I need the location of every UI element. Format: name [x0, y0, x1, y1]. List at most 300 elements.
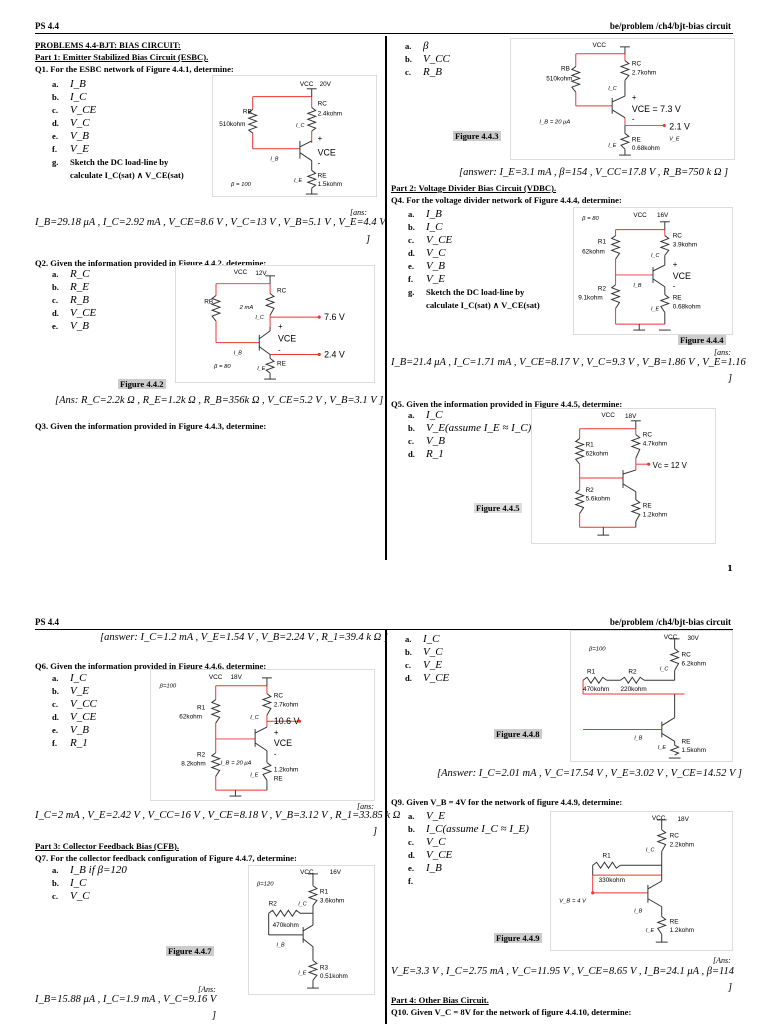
list-letter: d. [408, 850, 415, 860]
list-row [52, 268, 96, 281]
list-row [408, 247, 540, 260]
page-number: 1 [727, 564, 733, 574]
list-letter: b. [408, 423, 415, 433]
circuit-label: RC [273, 692, 284, 700]
figure-4-4-2 [175, 265, 375, 383]
circuit-label: VCE = 7.3 V [631, 103, 681, 114]
circuit-label: 18V [230, 673, 242, 681]
circuit-label: - [277, 345, 281, 355]
circuit-label: 1.2kohm [273, 766, 299, 774]
header-left: PS 4.4 [35, 21, 60, 31]
list-row [52, 877, 127, 890]
circuit-label: 62kohm [179, 713, 203, 721]
circuit-label: R1 [597, 238, 607, 246]
beta-label: β = 100 [231, 182, 251, 189]
circuit-label: 16V [329, 868, 342, 876]
list-item: V_CE [426, 234, 453, 246]
circuit-label: I_E [608, 143, 617, 150]
list-letter: a. [405, 41, 412, 51]
list-row [52, 737, 97, 750]
list-item: V_B [426, 260, 445, 272]
list-item: V_E [426, 810, 445, 822]
list-item: Sketch the DC load-line by [70, 157, 169, 167]
circuit-label: R2 [197, 751, 206, 759]
circuit-label: RC [642, 431, 652, 439]
circuit-label: 2.7kohm [273, 701, 299, 709]
list-row [408, 273, 540, 286]
list-item: V_C [426, 247, 446, 259]
circuit-label: VCC [208, 673, 223, 681]
figure-4-4-7-caption: Figure 4.4.7 [168, 946, 212, 956]
list-row [405, 672, 449, 685]
header-right: be/problem /ch4/bjt-bias circuit [609, 21, 731, 31]
q4-answer: I_B=21.4 μA , I_C=1.71 mA , V_CE=8.17 V , V_C=9.3 V , V_B=1.86 V , V_E=1.16 [391, 357, 746, 368]
list-letter: b. [405, 54, 412, 64]
q1-list [52, 78, 184, 182]
list-letter: c. [408, 235, 414, 245]
header-rule [35, 33, 733, 34]
list-item: V_CC [423, 53, 450, 65]
q7-answer-label: [Ans: [198, 985, 216, 994]
circuit-label: R2 [628, 668, 637, 676]
list-letter: a. [405, 634, 412, 644]
circuit-label: VCE [273, 737, 293, 748]
list-letter: a. [408, 811, 415, 821]
circuit-label: RC [276, 287, 287, 295]
list-letter: f. [52, 738, 58, 748]
letter: e. [52, 131, 58, 141]
circuit-label: VCE [672, 270, 691, 281]
list-item: β [423, 40, 429, 52]
q1-answer: I_B=29.18 μA , I_C=2.92 mA , V_CE=8.6 V , V_C=13 V , V_B=5.1 V , V_E=4.4 V [35, 217, 386, 228]
q3-list [405, 40, 450, 79]
circuit-label: I_B [633, 282, 642, 289]
list-letter: a. [52, 865, 59, 875]
letter: c. [52, 105, 58, 115]
circuit-label: V_E [669, 136, 680, 143]
circuit-label: VCC [633, 211, 647, 219]
circuit-label: I_E [298, 970, 307, 977]
circuit-label: I_C [608, 86, 617, 93]
list-letter: d. [52, 712, 59, 722]
list-letter: c. [52, 699, 58, 709]
circuit-label: RC [669, 832, 679, 840]
circuit-label: I_C [645, 847, 655, 854]
circuit-label: 2.2kohm [669, 841, 695, 849]
list-item: V_C [426, 836, 446, 848]
list-row [408, 234, 540, 247]
circuit-label: I_B = 20 μA [539, 119, 571, 126]
list-row [405, 646, 449, 659]
circuit-label: Vc = 12 V [652, 461, 687, 471]
circuit-label: 9.1kohm [578, 294, 603, 302]
ib-label: I_B [270, 156, 279, 163]
circuit-label: VCC [651, 814, 666, 822]
circuit-label: 470kohm [583, 686, 610, 694]
list-letter: c. [405, 67, 411, 77]
q8-answer: [Answer: I_C=2.01 mA , V_C=17.54 V , V_E=3.02 V , V_CE=14.52 V ] [437, 768, 742, 779]
circuit-label: β=100 [159, 683, 177, 690]
list-letter: e. [408, 863, 414, 873]
list-letter: b. [408, 824, 415, 834]
list-row [408, 810, 529, 823]
letter: f. [52, 144, 58, 154]
circuit-label: R1 [197, 704, 206, 712]
list-item: V_CE [70, 307, 97, 319]
vcc-label: VCC [299, 80, 314, 88]
figure-4-4-7 [248, 865, 375, 995]
circuit-label: 8.2kohm [181, 760, 206, 768]
circuit-label: 62kohm [582, 248, 605, 256]
part4-heading: Part 4: Other Bias Circuit. [391, 995, 489, 1005]
q9-answer-label: [Ans: [713, 956, 731, 965]
q9-answer-end: ] [728, 982, 733, 993]
rc-value: 2.4kohm [317, 110, 343, 118]
q4-list [408, 208, 540, 312]
q4-text: Q4. For the voltage divider network of Figure 4.4.4, determine: [391, 195, 622, 205]
circuit-label: 6.2kohm [681, 660, 707, 668]
circuit-label: 1.2kohm [642, 511, 668, 519]
list-letter: d. [405, 673, 412, 683]
list-letter: e. [52, 725, 58, 735]
list-row [52, 698, 97, 711]
circuit-label: VCC [233, 268, 248, 276]
circuit-label: R1 [319, 888, 329, 896]
list-letter: b. [405, 647, 412, 657]
rb-value: 510kohm [219, 121, 246, 129]
q7-answer-end: ] [212, 1010, 217, 1021]
q8-list [405, 633, 449, 685]
circuit-label: β = 80 [582, 215, 599, 222]
list-item: I_C [426, 221, 443, 233]
figure-4-4-5 [531, 408, 716, 544]
list-item: V_CE [423, 672, 450, 684]
column-divider [385, 630, 387, 1024]
circuit-label: β = 80 [214, 364, 231, 371]
circuit-label: 18V [624, 412, 637, 420]
circuit-label: I_E [250, 772, 259, 779]
circuit-label: 16V [656, 211, 669, 219]
circuit-label: I_C [255, 315, 264, 322]
circuit-label: RE [276, 360, 286, 368]
list-row [405, 66, 450, 79]
list-row [52, 711, 97, 724]
list-row [405, 659, 449, 672]
list-row [52, 91, 184, 104]
list-item: V_C [423, 646, 443, 658]
list-item: R_1 [70, 737, 88, 749]
list-letter: a. [408, 209, 415, 219]
list-letter: c. [52, 891, 58, 901]
circuit-label: 18V [677, 815, 689, 823]
letter: g. [52, 157, 59, 167]
list-item: I_C [423, 633, 440, 645]
list-row [52, 156, 184, 169]
re-label: RE [317, 172, 327, 180]
page-2 [0, 605, 768, 1024]
circuit-label: RB [204, 298, 214, 306]
list-letter: c. [408, 837, 414, 847]
list-row [408, 260, 540, 273]
circuit-label: I_E [645, 928, 655, 935]
list-row [52, 104, 184, 117]
list-row [405, 53, 450, 66]
ie-label: I_E [294, 178, 303, 185]
figure-4-4-2-caption: Figure 4.4.2 [120, 379, 164, 389]
rc-label: RC [317, 100, 327, 108]
list-letter: f. [408, 876, 414, 886]
part2-heading: Part 2: Voltage Divider Bias Circuit (VDBC). [391, 183, 557, 193]
figure-4-4-9-caption: Figure 4.4.9 [496, 933, 540, 943]
part1-heading: Part 1: Emitter Stabilized Bias Circuit (ESBC). [35, 52, 209, 62]
circuit-label: R1 [602, 852, 611, 860]
circuit-label: I_C [298, 901, 307, 908]
list-item: V_B [70, 130, 89, 142]
circuit-label: R1 [585, 441, 594, 449]
header-left: PS 4.4 [35, 617, 60, 627]
circuit-label: + [273, 728, 279, 737]
figure-4-4-6 [150, 669, 375, 801]
list-letter: g. [408, 287, 415, 297]
list-item: R_1 [426, 448, 444, 460]
list-item: I_C [426, 409, 443, 421]
circuit-label: 3.6kohm [319, 897, 345, 905]
problems-title: PROBLEMS 4.4-BJT: BIAS CIRCUIT: [35, 40, 181, 50]
figure-4-4-8 [570, 630, 733, 762]
list-item: V_CC [70, 698, 97, 710]
list-letter: d. [52, 308, 59, 318]
circuit-label: 4.7kohm [642, 440, 668, 448]
list-item: R_C [70, 268, 90, 280]
list-item: V_B [426, 435, 445, 447]
part3-heading: Part 3: Collector Feedback Bias (CFB). [35, 841, 179, 851]
list-letter: a. [52, 673, 59, 683]
letter: a. [52, 79, 59, 89]
list-letter: c. [408, 436, 414, 446]
circuit-label: + [631, 92, 637, 102]
circuit-label: R3 [319, 964, 329, 972]
list-item: R_E [70, 281, 89, 293]
list-letter: d. [408, 449, 415, 459]
list-row [52, 143, 184, 156]
list-item: V_E(assume I_E ≈ I_C) [426, 422, 532, 434]
figure-4-4-4-caption: Figure 4.4.4 [680, 335, 724, 345]
q1-answer-label: [ans: [350, 208, 367, 217]
q7-text: Q7. For the collector feedback configuration of Figure 4.4.7, determine: [35, 853, 297, 863]
circuit-label: I_C [651, 253, 660, 260]
list-row [408, 849, 529, 862]
circuit-label: - [672, 281, 676, 291]
list-row [408, 875, 529, 888]
vce-label: VCE [317, 147, 336, 158]
q2-text: Q2. Given the information provided in Figure 4.4.2, determine: [35, 258, 267, 268]
circuit-label: RE [669, 918, 679, 926]
circuit-label: RE [631, 136, 641, 144]
q9-list [408, 810, 529, 888]
list-item: V_CE [70, 104, 97, 116]
q5-answer: [answer: I_C=1.2 mA , V_E=1.54 V , V_B=2.24 V , R_1=39.4 k Ω ] [100, 632, 388, 643]
figure-4-4-8-caption: Figure 4.4.8 [496, 729, 540, 739]
circuit-label: 30V [687, 634, 699, 642]
list-item: I_B [426, 862, 442, 874]
list-letter: c. [405, 660, 411, 670]
q6-text: Q6. Given the information provided in Figure 4.4.6, determine: [35, 661, 267, 671]
list-row [52, 294, 96, 307]
list-item: I_C [70, 672, 87, 684]
list-letter: b. [52, 282, 59, 292]
list-letter: b. [408, 222, 415, 232]
list-letter: f. [408, 274, 414, 284]
q5-list [408, 409, 531, 461]
list-item: I_C(assume I_C ≈ I_E) [426, 823, 529, 835]
list-item: Sketch the DC load-line by [426, 287, 525, 297]
list-item: calculate I_C(sat) ∧ V_CE(sat) [426, 300, 540, 310]
q5-text: Q5. Given the information provided in Figure 4.4.5, determine: [391, 399, 623, 409]
list-row [408, 286, 540, 299]
circuit-label: I_C [250, 715, 259, 722]
list-row [52, 672, 97, 685]
list-row [408, 221, 540, 234]
q7-list [52, 864, 127, 903]
list-item: V_C [70, 890, 90, 902]
list-letter: e. [408, 261, 414, 271]
list-row [52, 890, 127, 903]
list-item: V_B [70, 320, 89, 332]
circuit-label: 2.1 V [669, 121, 690, 132]
circuit-label: I_E [657, 745, 667, 752]
circuit-label: 330kohm [598, 876, 625, 884]
circuit-label: R2 [268, 900, 277, 908]
q7-answer: I_B=15.88 μA , I_C=1.9 mA , V_C=9.16 V [35, 994, 217, 1005]
page-break [0, 576, 768, 605]
circuit-label: 1.5kohm [681, 747, 707, 755]
circuit-label: I_B [634, 735, 643, 742]
list-item: I_B [70, 78, 86, 90]
circuit-label: 2 mA [239, 305, 254, 312]
list-letter: b. [52, 686, 59, 696]
list-row [408, 299, 540, 312]
circuit-label: 3.9kohm [672, 241, 698, 249]
q6-answer-end: ] [373, 826, 378, 837]
vcc-value: 20V [319, 80, 331, 88]
minus-sign: - [317, 158, 321, 168]
list-item: V_E [70, 685, 89, 697]
circuit-label: I_B [276, 942, 285, 949]
list-row [405, 633, 449, 646]
q2-list [52, 268, 96, 333]
list-row [408, 448, 531, 461]
header-right: be/problem /ch4/bjt-bias circuit [609, 617, 731, 627]
list-letter: d. [408, 248, 415, 258]
circuit-label: I_E [651, 306, 660, 313]
list-item: V_B [70, 724, 89, 736]
list-row [52, 78, 184, 91]
list-row [52, 130, 184, 143]
list-row [52, 117, 184, 130]
q10-text: Q10. Given V_C = 8V for the network of figure 4.4.10, determine: [391, 1007, 632, 1017]
list-row [52, 685, 97, 698]
circuit-label: VCC [663, 633, 678, 641]
list-item: V_CE [70, 711, 97, 723]
list-row [52, 307, 96, 320]
circuit-label: 510kohm [546, 75, 573, 83]
circuit-label: RE [273, 775, 283, 783]
circuit-label: VCC [300, 868, 314, 876]
list-row [52, 864, 127, 877]
figure-4-4-9 [550, 811, 733, 951]
q1-answer-end: ] [366, 234, 371, 245]
circuit-label: 7.6 V [324, 312, 345, 323]
list-row [408, 435, 531, 448]
re-value: 1.5kohm [317, 181, 343, 189]
circuit-label: I_E [257, 366, 266, 373]
list-item: V_E [426, 273, 445, 285]
circuit-label: 10.6 V [273, 716, 300, 727]
circuit-label: 0.68kohm [631, 145, 660, 153]
circuit-label: R2 [585, 486, 594, 494]
list-letter: b. [52, 878, 59, 888]
circuit-label: I_B [634, 908, 643, 915]
q4-answer-label: [ans: [714, 348, 731, 357]
q6-list [52, 672, 97, 750]
figure-4-4-3 [510, 38, 735, 160]
circuit-label: 12V [255, 269, 267, 277]
q3-text: Q3. Given the information provided in Figure 4.4.3, determine: [35, 421, 267, 431]
circuit-label: I_B = 20 μA [220, 760, 252, 767]
circuit-label: β=120 [256, 881, 274, 888]
circuit-label: RB [561, 65, 570, 73]
list-row [52, 169, 184, 182]
ic-label: I_C [295, 123, 305, 130]
circuit-label: RC [672, 232, 682, 240]
list-item: V_E [70, 143, 89, 155]
circuit-label: R1 [586, 668, 596, 676]
circuit-label: V_B = 4 V [559, 898, 586, 905]
letter: b. [52, 92, 59, 102]
circuit-label: 470kohm [272, 922, 299, 930]
list-letter: a. [408, 410, 415, 420]
list-row [52, 320, 96, 333]
list-row [405, 40, 450, 53]
plus-sign: + [317, 133, 323, 143]
list-letter: c. [52, 295, 58, 305]
list-item: R_B [70, 294, 89, 306]
rb-label: RB [242, 108, 252, 116]
circuit-label: 1.2kohm [669, 927, 695, 935]
figure-4-4-4 [573, 207, 733, 335]
circuit-label: β=100 [588, 646, 606, 653]
circuit-label: RE [672, 294, 682, 302]
figure-4-4-5-caption: Figure 4.4.5 [476, 503, 520, 513]
circuit-label: 2.7kohm [631, 69, 657, 77]
list-item: I_C [70, 91, 87, 103]
circuit-label: R2 [597, 285, 607, 293]
figure-4-4-1 [212, 75, 377, 197]
circuit-label: 0.51kohm [319, 973, 348, 981]
circuit-label: - [631, 114, 635, 124]
q9-answer: V_E=3.3 V , I_C=2.75 mA , V_C=11.95 V , V_CE=8.65 V , I_B=24.1 μA , β=114 [391, 966, 735, 977]
list-letter: a. [52, 269, 59, 279]
q3-answer: [answer: I_E=3.1 mA , β=154 , V_CC=17.8 V , R_B=750 k Ω ] [459, 167, 729, 178]
list-row [408, 208, 540, 221]
list-row [408, 409, 531, 422]
circuit-label: I_B [233, 350, 242, 357]
circuit-label: VCC [601, 411, 615, 419]
circuit-label: RC [681, 651, 691, 659]
list-item: V_C [70, 117, 90, 129]
list-row [408, 823, 529, 836]
circuit-label: RE [681, 738, 691, 746]
